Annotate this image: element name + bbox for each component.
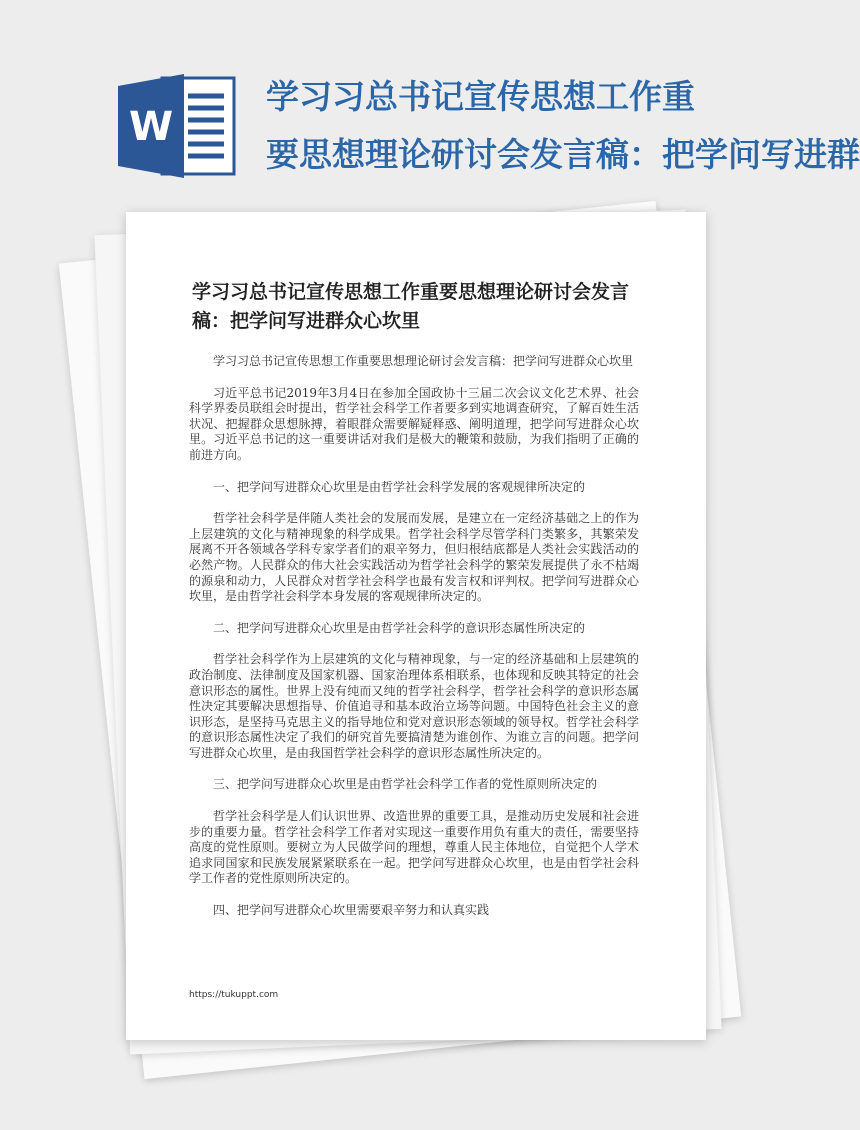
document-page <box>126 212 706 1040</box>
section-heading-1: 一、把学问写进群众心坎里是由哲学社会科学发展的客观规律所决定的 <box>213 479 586 494</box>
document-body <box>189 354 639 935</box>
svg-text:W: W <box>128 104 174 150</box>
header-title-line2: 要思想理论研讨会发言稿：把学问写进群 <box>266 135 860 174</box>
paragraph: 习近平总书记2019年3月4日在参加全国政协十三届二次会议文化艺术界、社会科学界委员联组会时提出，哲学社会科学工作者要多到实地调查研究，了解百姓生活状况、把握群众思想脉搏，着眼群众需要解疑释惑、阐明道理，把学问写进群众心坎里。习近平总书记的这一重要讲话对我们是极大的鞭策和鼓励，为我们指明了正确的前进方向。 <box>189 385 639 462</box>
header-title-line1: 学习习总书记宣传思想工作重 <box>266 77 695 116</box>
paragraph: 哲学社会科学作为上层建筑的文化与精神现象，与一定的经济基础和上层建筑的政治制度、法律制度及国家机器、国家治理体系相联系，也体现和反映其特定的社会意识形态的属性。世界上没有纯而又纯的哲学社会科学，哲学社会科学的意识形态属性决定其要解决思想指导、价值追寻和基本政治立场等问题。中国特色社会主义的意识形态，是坚持马克思主义的指导地位和党对意识形态领域的领导权。哲学社会科学的意识形态属性决定了我们的研究首先要搞清楚为谁创作、为谁立言的问题。把学问写进群众心坎里，是由我国哲学社会科学的意识形态属性所决定的。 <box>189 652 639 760</box>
section-heading-4: 四、把学问写进群众心坎里需要艰辛努力和认真实践 <box>213 903 490 918</box>
header-title <box>266 68 860 184</box>
paragraph-intro: 学习习总书记宣传思想工作重要思想理论研讨会发言稿：把学问写进群众心坎里 <box>213 354 634 368</box>
paragraph: 哲学社会科学是伴随人类社会的发展而发展，是建立在一定经济基础之上的作为上层建筑的文化与精神现象的科学成果。哲学社会科学尽管学科门类繁多，其繁荣发展离不开各领域各学科专家学者们的艰辛努力，但归根结底都是人类社会实践活动的必然产物。人民群众的伟大社会实践活动为哲学社会科学的繁荣发展提供了永不枯竭的源泉和动力，人民群众对哲学社会科学也最有发言权和评判权。把学问写进群众心坎里，是由哲学社会科学本身发展的客观规律所决定的。 <box>189 511 639 604</box>
section-heading-2: 二、把学问写进群众心坎里是由哲学社会科学的意识形态属性所决定的 <box>213 620 586 635</box>
section-heading-3: 三、把学问写进群众心坎里是由哲学社会科学工作者的党性原则所决定的 <box>213 777 598 792</box>
paragraph: 哲学社会科学是人们认识世界、改造世界的重要工具，是推动历史发展和社会进步的重要力量。哲学社会科学工作者对实现这一重要作用负有重大的责任，需要坚持高度的党性原则。要树立为人民做学问的理想，尊重人民主体地位，自觉把个人学术追求同国家和民族发展紧紧联系在一起。把学问写进群众心坎里，也是由哲学社会科学工作者的党性原则所决定的。 <box>189 809 639 886</box>
word-icon <box>118 72 236 180</box>
footer-url: https://tukuppt.com <box>189 990 279 1000</box>
document-title: 学习习总书记宣传思想工作重要思想理论研讨会发言稿：把学问写进群众心坎里 <box>192 281 630 332</box>
